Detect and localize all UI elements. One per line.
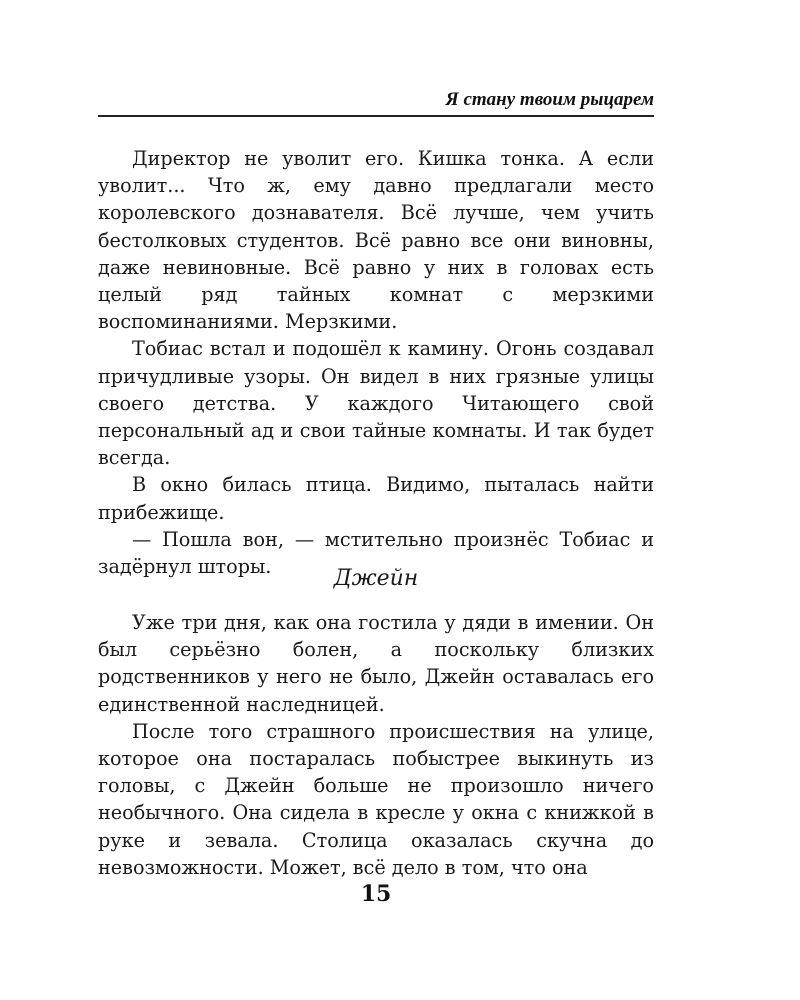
paragraph: После того страшного происшествия на улице, которое она постаралась побыстрее выкинуть из головы, с Джейн больше не произошло ничего необычного. Она сидела в кресле у окна с книжкой в руке и зевала. Столица оказалась скучна до невозможности. Может, всё дело в том, что она (98, 719, 654, 879)
page-number: 15 (360, 881, 392, 907)
section-title: Джейн (333, 566, 419, 591)
paragraph: Директор не уволит его. Кишка тонка. А если уволит... Что ж, ему давно предлагали место королевского дознавателя. Всё лучше, чем учить бестолковых студентов. Всё равно все они виновны, даже невиновные. Всё равно у них в головах есть целый ряд тайных комнат с мерзкими воспоминаниями. Мерзкими. (98, 147, 654, 334)
paragraph: Уже три дня, как она гостила у дяди в имении. Он был серьёзно болен, а поскольку близких родственников у него не было, Джейн оставалась его единственной наследницей. (98, 611, 654, 716)
header-rule (98, 115, 654, 117)
text-block-section-1 (98, 145, 654, 580)
paragraph: — Пошла вон, — мстительно произнёс Тобиас и задёрнул шторы. (98, 527, 654, 579)
paragraph: Тобиас встал и подошёл к камину. Огонь создавал причудливые узоры. Он видел в них грязные улицы своего детства. У каждого Читающего свой персональный ад и свои тайные комнаты. И так будет всегда. (98, 337, 654, 470)
running-head: Я стану твоим рыцарем (445, 89, 654, 110)
text-block-section-2 (98, 609, 654, 881)
paragraph: В окно билась птица. Видимо, пыталась найти прибежище. (98, 473, 654, 524)
